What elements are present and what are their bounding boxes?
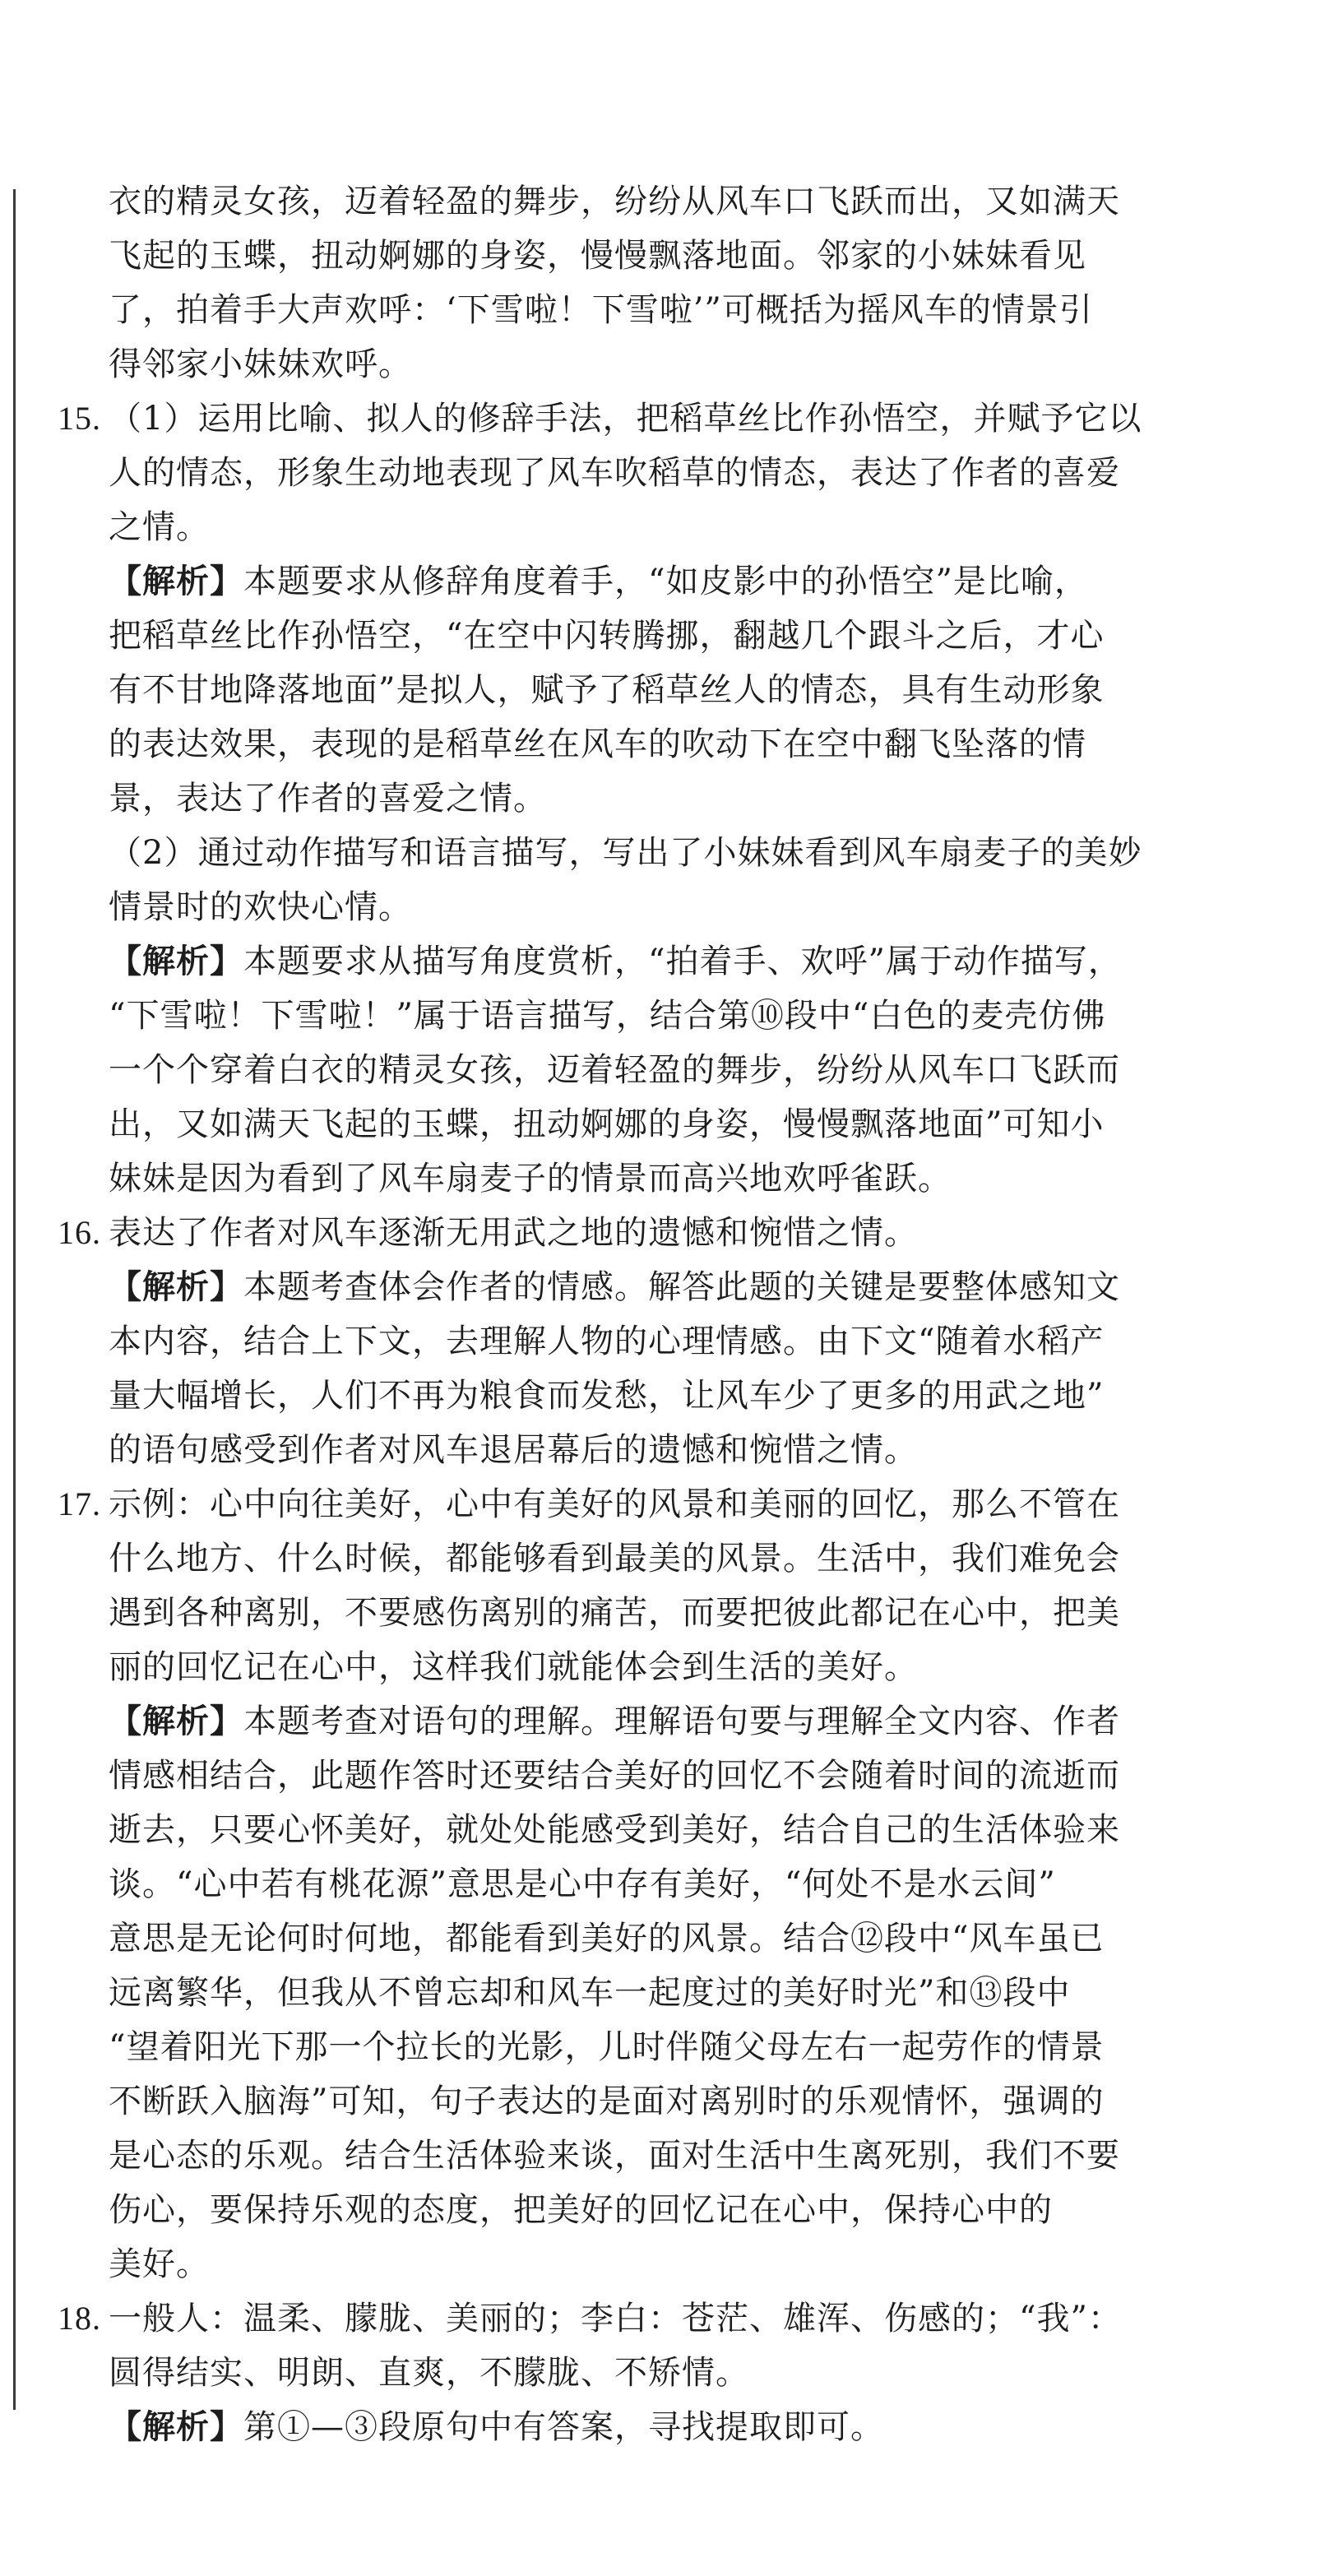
analysis-18: [109, 2400, 1176, 2454]
question-number: 17.: [58, 1485, 101, 1522]
analysis-16: [109, 1260, 1176, 1477]
analysis-text: 本题要求从修辞角度着手，“如皮影中的孙悟空”是比喻，: [243, 563, 1088, 600]
text-line: 一个个穿着白衣的精灵女孩，迈着轻盈的舞步，纷纷从风车口飞跃而: [109, 1051, 1120, 1089]
text-line: 伤心，要保持乐观的态度，把美好的回忆记在心中，保持心中的: [109, 2191, 1053, 2229]
text-line: [109, 1260, 1176, 1314]
text-line: [109, 554, 1176, 609]
analysis-label: 【解析】: [109, 942, 243, 980]
analysis-text: 本题要求从描写角度赏析，“拍着手、欢呼”属于动作描写，: [243, 943, 1122, 980]
text-line: 量大幅增长，人们不再为粮食而发愁，让风车少了更多的用武之地”: [109, 1377, 1105, 1415]
text-line: 谈。“心中若有桃花源”意思是心中存有美好，“何处不是水云间”: [109, 1865, 1056, 1903]
text-line: （1）运用比喻、拟人的修辞手法，把稻草丝比作孙悟空，并赋予它以: [109, 400, 1142, 438]
answer-18: [109, 2291, 1176, 2400]
question-16: [58, 1206, 1176, 1477]
text-line: 有不甘地降落地面”是拟人，赋予了稻草丝人的情态，具有生动形象: [109, 671, 1105, 709]
text-line: 意思是无论何时何地，都能看到美好的风景。结合⑫段中“风车虽已: [109, 1920, 1105, 1957]
answer-content: [58, 174, 1176, 2454]
analysis-text: 本题考查体会作者的情感。解答此题的关键是要整体感知文: [243, 1268, 1120, 1306]
text-line: 的语句感受到作者对风车退居幕后的遗憾和惋惜之情。: [109, 1431, 918, 1469]
text-line: 圆得结实、明朗、直爽，不朦胧、不矫情。: [109, 2354, 749, 2392]
text-line: 表达了作者对风车逐渐无用武之地的遗憾和惋惜之情。: [109, 1214, 918, 1252]
question-15: [58, 391, 1176, 1206]
text-line: 人的情态，形象生动地表现了风车吹稻草的情态，表达了作者的喜爱: [109, 454, 1120, 492]
text-line: 之情。: [109, 508, 210, 546]
question-number: 15.: [58, 400, 101, 437]
text-line: 得邻家小妹妹欢呼。: [109, 345, 412, 383]
analysis-15-2: [109, 934, 1176, 1206]
analysis-15-1: [109, 554, 1176, 826]
question-number: 16.: [58, 1214, 101, 1251]
analysis-label: 【解析】: [109, 1702, 243, 1740]
text-line: 美好。: [109, 2245, 210, 2283]
analysis-label: 【解析】: [109, 562, 243, 600]
question-17: [58, 1477, 1176, 2291]
answer-15-1: [109, 391, 1176, 554]
text-line: “望着阳光下那一个拉长的光影，儿时伴随父母左右一起劳作的情景: [109, 2028, 1105, 2066]
text-line: 妹妹是因为看到了风车扇麦子的情景而高兴地欢呼雀跃。: [109, 1160, 952, 1198]
text-line: 出，又如满天飞起的玉蝶，扭动婀娜的身姿，慢慢飘落地面”可知小: [109, 1105, 1105, 1143]
text-line: （2）通过动作描写和语言描写，写出了小妹妹看到风车扇麦子的美妙: [109, 834, 1142, 872]
text-line: 本内容，结合上下文，去理解人物的心理情感。由下文“随着水稻产: [109, 1323, 1105, 1360]
binding-margin-line: [13, 189, 16, 2410]
text-line: “下雪啦！下雪啦！”属于语言描写，结合第⑩段中“白色的麦壳仿佛: [109, 997, 1106, 1035]
answer-17: [109, 1477, 1176, 1694]
answer-15-2: [109, 826, 1176, 934]
text-line: 的表达效果，表现的是稻草丝在风车的吹动下在空中翻飞坠落的情: [109, 725, 1086, 763]
text-line: 是心态的乐观。结合生活体验来谈，面对生活中生离死别，我们不要: [109, 2137, 1120, 2175]
text-line: 遇到各种离别，不要感伤离别的痛苦，而要把彼此都记在心中，把美: [109, 1594, 1120, 1632]
text-line: 一般人：温柔、朦胧、美丽的；李白：苍茫、雄浑、伤感的；“我”：: [109, 2300, 1122, 2337]
text-line: 什么地方、什么时候，都能够看到最美的风景。生活中，我们难免会: [109, 1540, 1120, 1578]
text-line: 了，拍着手大声欢呼：‘下雪啦！下雪啦’”可概括为摇风车的情景引: [109, 291, 1093, 329]
text-line: 飞起的玉蝶，扭动婀娜的身姿，慢慢飘落地面。邻家的小妹妹看见: [109, 237, 1086, 275]
text-line: 逝去，只要心怀美好，就处处能感受到美好，结合自己的生活体验来: [109, 1811, 1120, 1849]
analysis-label: 【解析】: [109, 1267, 243, 1306]
intro-continuation: [58, 174, 1176, 391]
text-line: 把稻草丝比作孙悟空，“在空中闪转腾挪，翻越几个跟斗之后，才心: [109, 617, 1105, 655]
text-line: 情景时的欢快心情。: [109, 888, 412, 926]
text-line: 景，表达了作者的喜爱之情。: [109, 780, 547, 818]
analysis-label: 【解析】: [109, 2407, 243, 2446]
analysis-17: [109, 1694, 1176, 2291]
text-line: [109, 2400, 1176, 2454]
text-line: [109, 1694, 1176, 1749]
text-line: 衣的精灵女孩，迈着轻盈的舞步，纷纷从风车口飞跃而出，又如满天: [109, 183, 1120, 220]
question-18: [58, 2291, 1176, 2454]
analysis-text: 第①—③段原句中有答案，寻找提取即可。: [243, 2408, 884, 2446]
text-line: [109, 934, 1176, 989]
analysis-text: 本题考查对语句的理解。理解语句要与理解全文内容、作者: [243, 1703, 1120, 1740]
text-line: 远离繁华，但我从不曾忘却和风车一起度过的美好时光”和⑬段中: [109, 1974, 1071, 2012]
text-line: 示例：心中向往美好，心中有美好的风景和美丽的回忆，那么不管在: [109, 1485, 1120, 1523]
text-line: 不断跃入脑海”可知，句子表达的是面对离别时的乐观情怀，强调的: [109, 2083, 1105, 2120]
question-number: 18.: [58, 2300, 101, 2337]
text-line: 丽的回忆记在心中，这样我们就能体会到生活的美好。: [109, 1648, 918, 1686]
text-line: 情感相结合，此题作答时还要结合美好的回忆不会随着时间的流逝而: [109, 1757, 1120, 1795]
